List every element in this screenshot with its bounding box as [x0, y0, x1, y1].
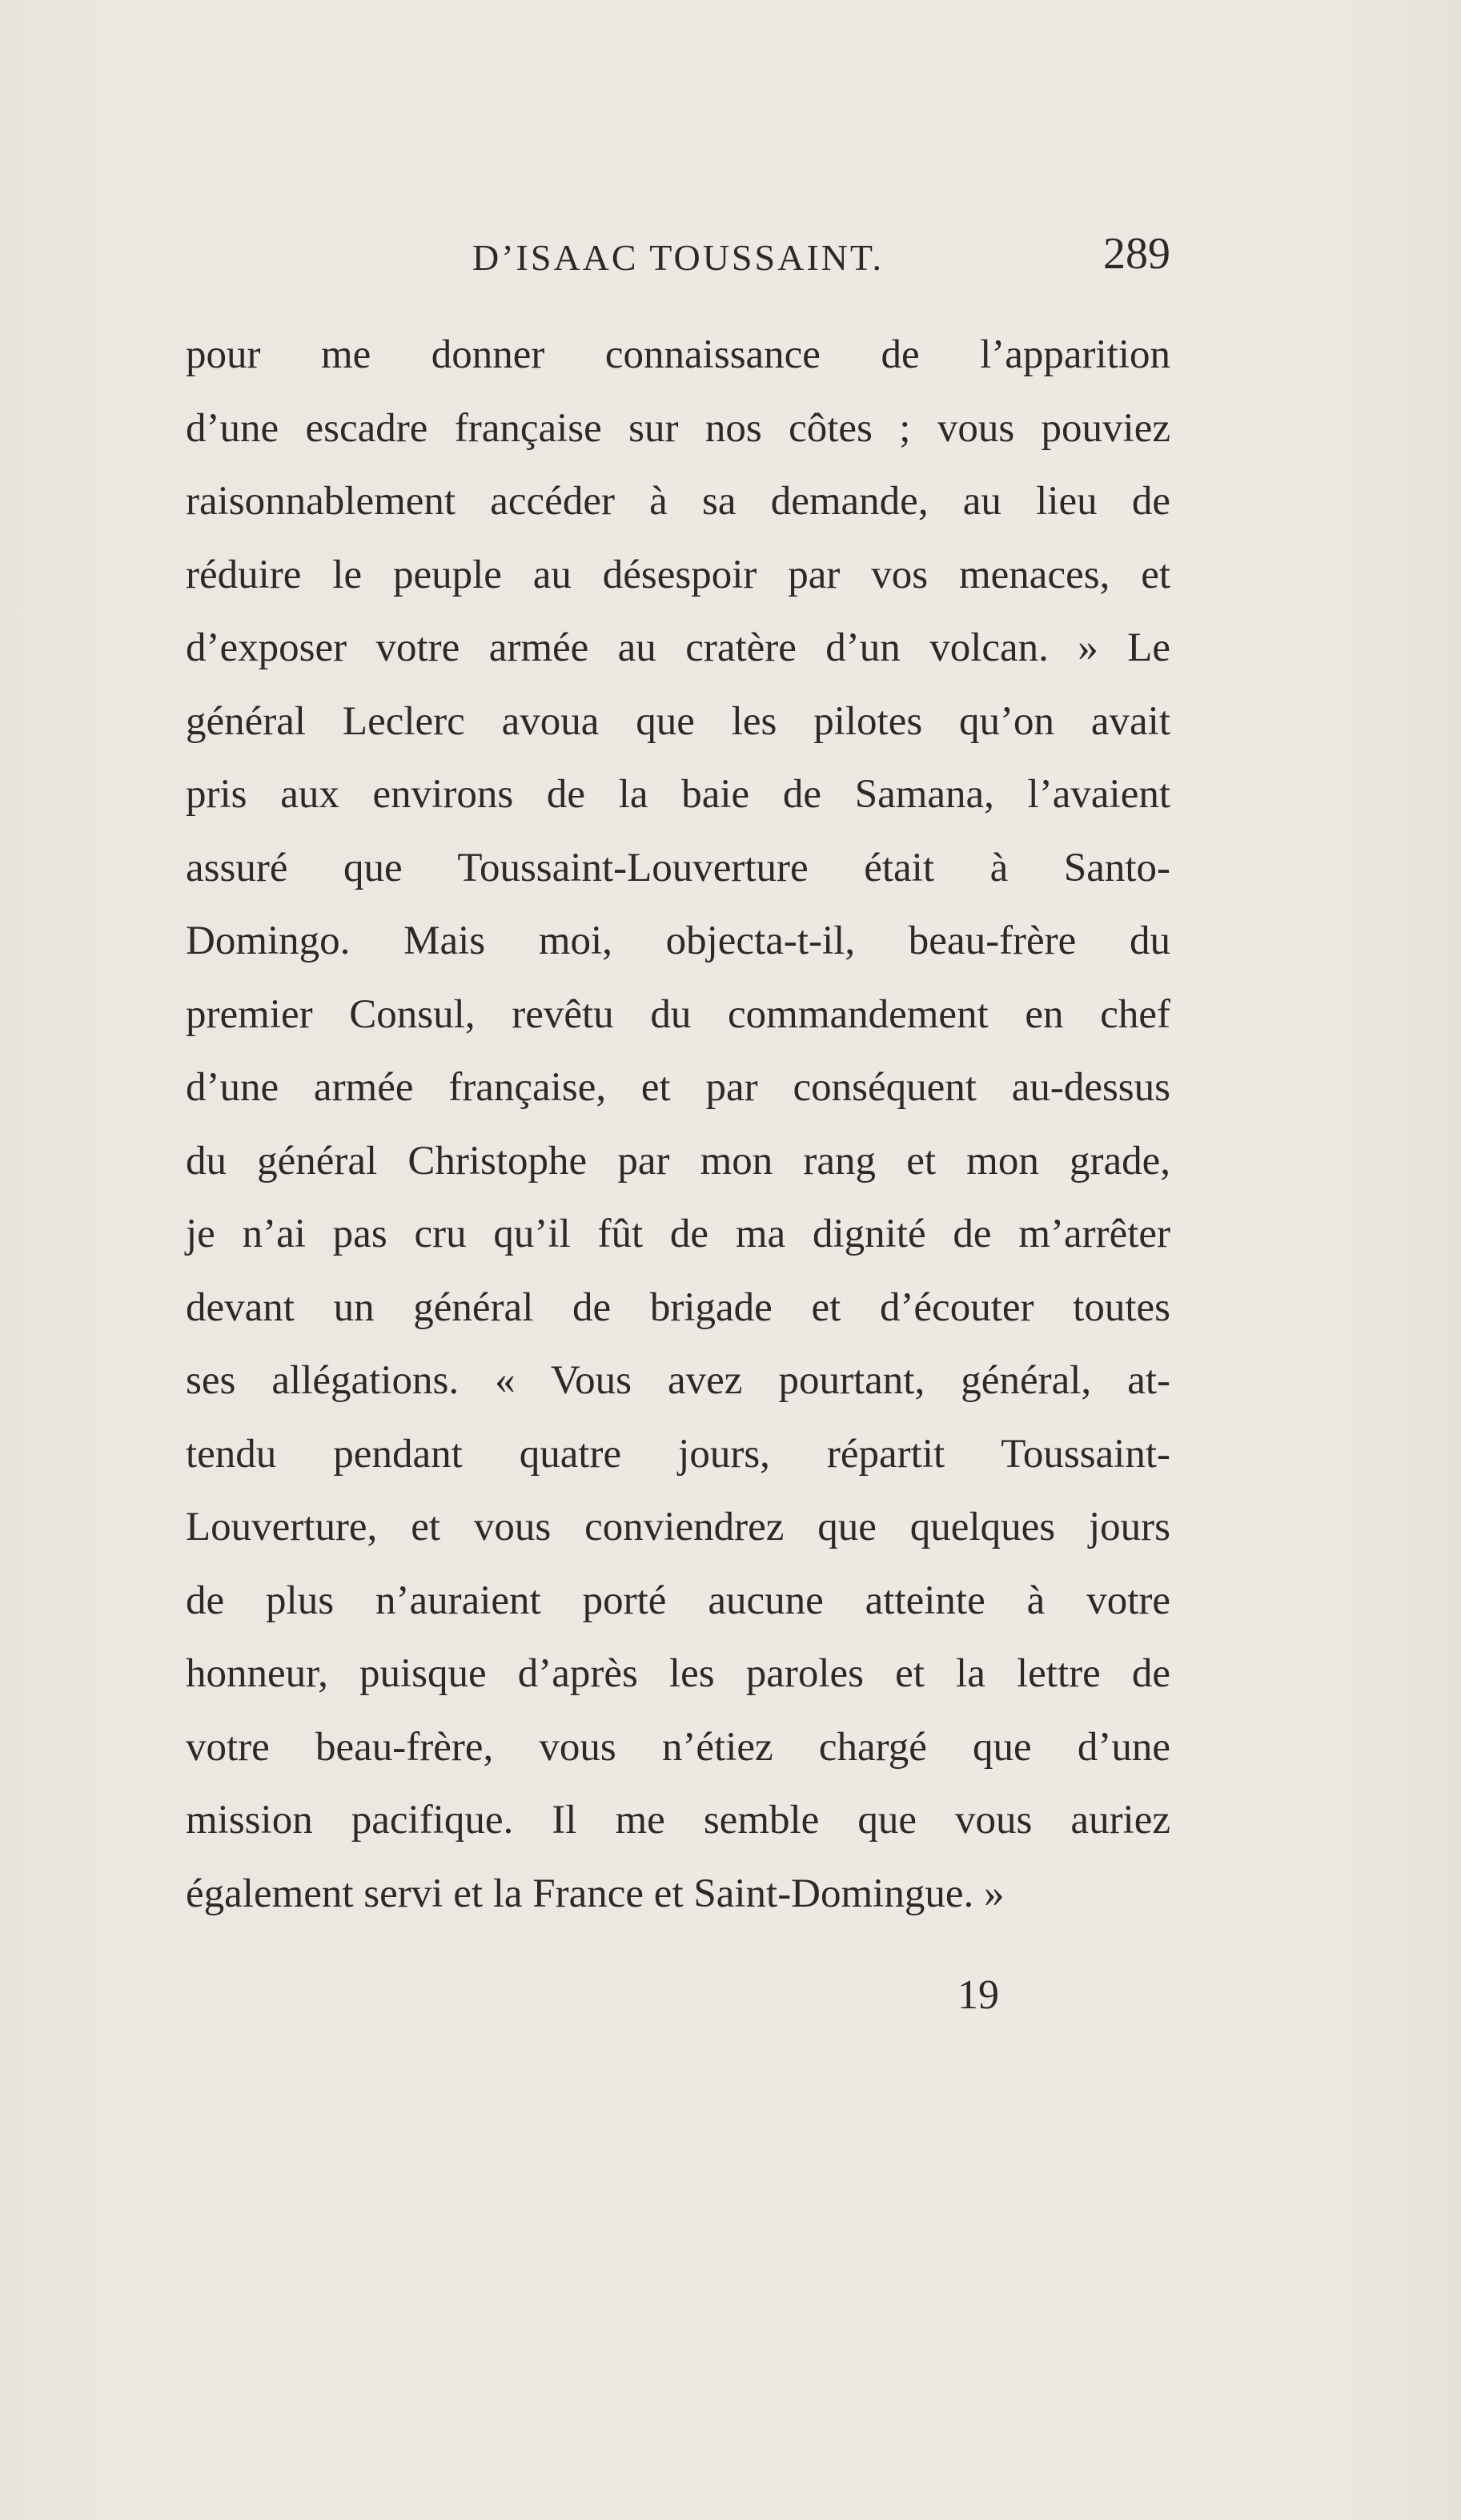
text-line: d’exposer votre armée au cratère d’un volcan. » Le	[186, 625, 1170, 670]
text-line: je n’ai pas cru qu’il fût de ma dignité de m’arrêter	[186, 1212, 1170, 1256]
text-line: du général Christophe par mon rang et mon grade,	[186, 1138, 1170, 1184]
text-line: réduire le peuple au désespoir par vos menaces, et	[186, 552, 1170, 597]
signature-mark: 19	[957, 1972, 999, 2018]
text-line: assuré que Toussaint-Louverture était à Santo-	[186, 845, 1170, 890]
text-line: devant un général de brigade et d’écouter toutes	[186, 1284, 1170, 1330]
text-line: pris aux environs de la baie de Samana, l’avaient	[186, 772, 1170, 817]
text-line: raisonnablement accéder à sa demande, au lieu de	[186, 479, 1170, 524]
text-line: honneur, puisque d’après les paroles et la lettre de	[186, 1651, 1170, 1696]
text-line: d’une escadre française sur nos côtes ; vous pouviez	[186, 405, 1170, 451]
text-line: tendu pendant quatre jours, répartit Toussaint-	[186, 1431, 1170, 1477]
text-line: de plus n’auraient porté aucune atteinte à votre	[186, 1578, 1170, 1623]
text-line: général Leclerc avoua que les pilotes qu’on avait	[186, 698, 1170, 744]
page-header	[186, 228, 1170, 292]
text-line-last: également servi et la France et Saint-Domingue. »	[186, 1871, 1005, 1916]
text-line: mission pacifique. Il me semble que vous auriez	[186, 1798, 1170, 1843]
text-line: votre beau-frère, vous n’étiez chargé que d’une	[186, 1724, 1170, 1770]
page-number: 289	[1103, 229, 1170, 279]
text-line: premier Consul, revêtu du commandement en chef	[186, 991, 1170, 1037]
text-line: Louverture, et vous conviendrez que quelques jours	[186, 1505, 1170, 1549]
text-line: Domingo. Mais moi, objecta-t-il, beau-frère du	[186, 918, 1170, 963]
text-line: pour me donner connaissance de l’apparition	[186, 332, 1170, 377]
text-line: ses allégations. « Vous avez pourtant, général, at-	[186, 1358, 1170, 1403]
text-line: d’une armée française, et par conséquent au-dessus	[186, 1065, 1170, 1110]
running-head: D’ISAAC TOUSSAINT.	[472, 237, 885, 278]
body-text	[186, 319, 1170, 1931]
